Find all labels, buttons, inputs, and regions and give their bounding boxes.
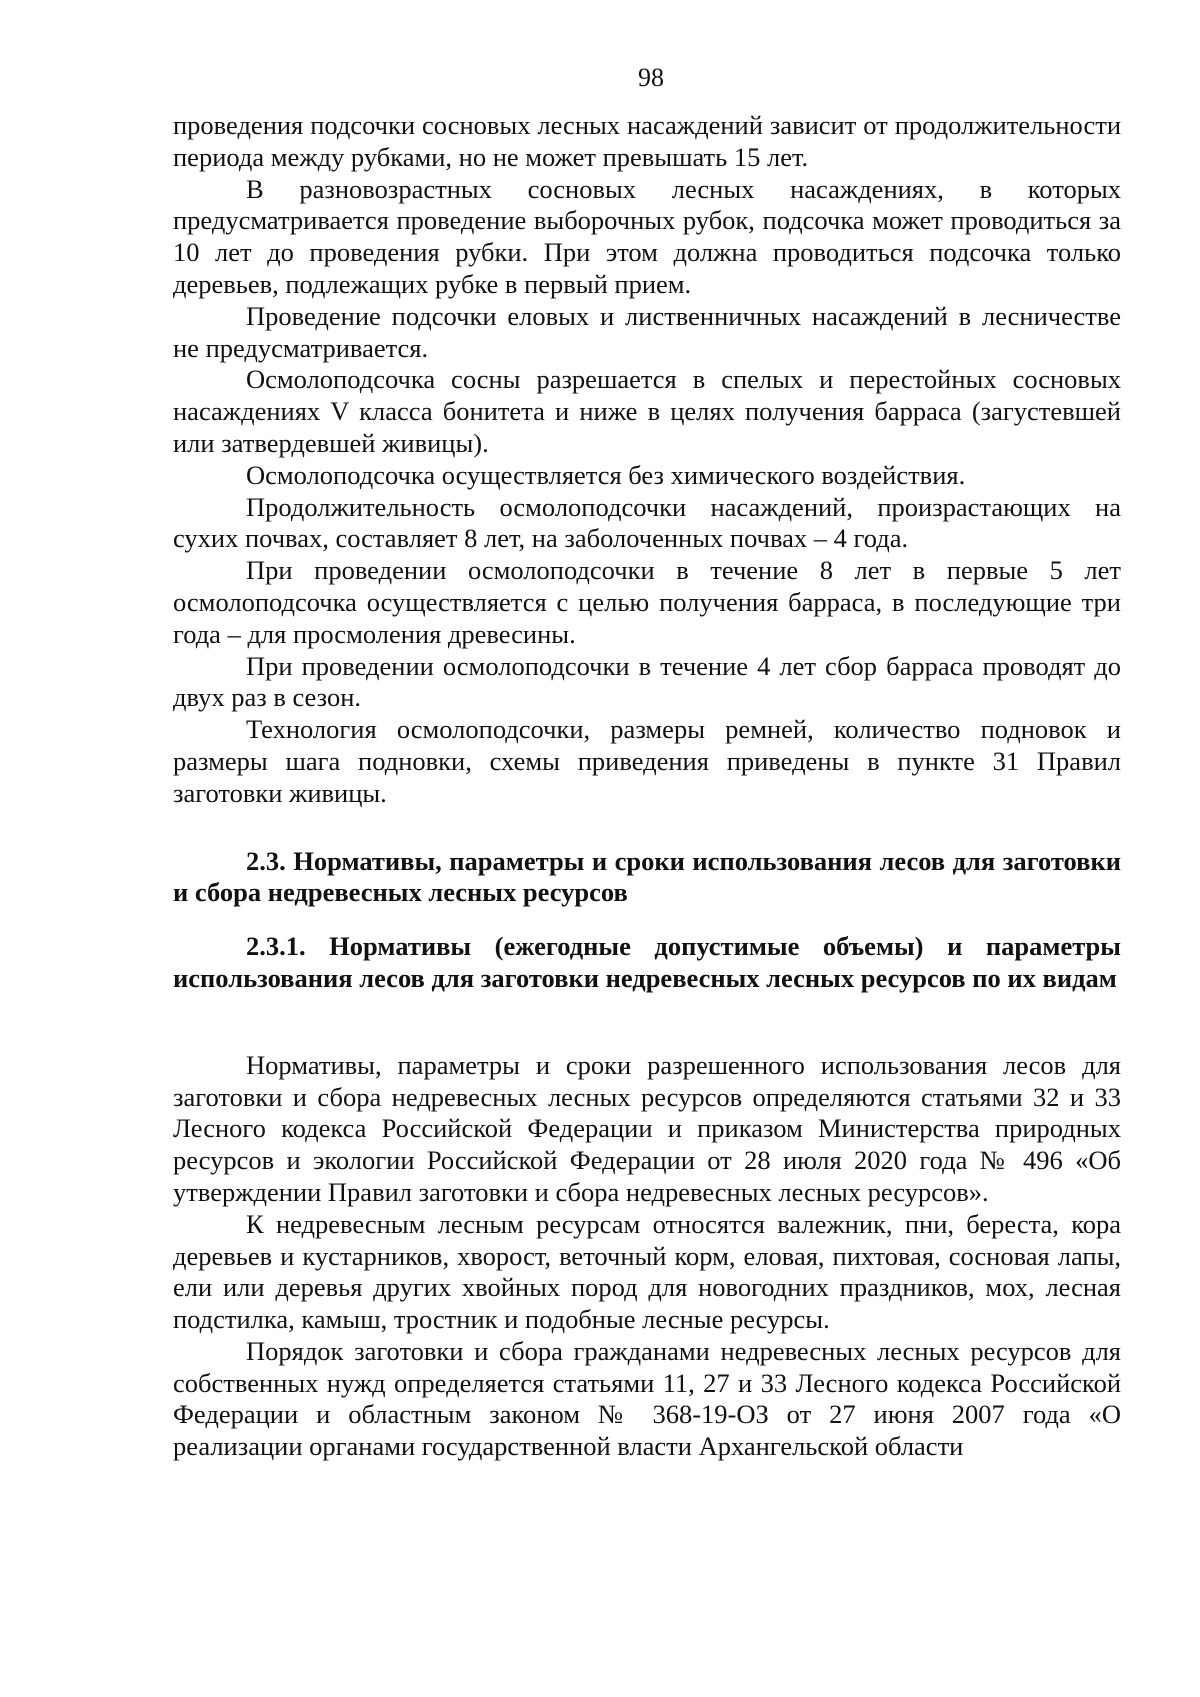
paragraph: Порядок заготовки и сбора гражданами недревесных лесных ресурсов для собственных нужд определяется статьями 11, 27 и 33 Лесного кодекса Российской Федерации и областным законом № 368-19-ОЗ от 27 июня 2007 года «О реализации органами государственной власти Архангельской области	[173, 1335, 1121, 1462]
paragraph: К недревесным лесным ресурсам относятся валежник, пни, береста, кора деревьев и кустарников, хворост, веточный корм, еловая, пихтовая, сосновая лапы, ели или деревья других хвойных пород для новогодних праздников, мох, лесная подстилка, камыш, тростник и подобные лесные ресурсы.	[173, 1208, 1121, 1335]
paragraph-continuation: проведения подсочки сосновых лесных насаждений зависит от продолжительности периода между рубками, но не может превышать 15 лет.	[173, 110, 1121, 172]
page-number: 98	[638, 63, 664, 92]
section-heading-2-3-1: 2.3.1. Нормативы (ежегодные допустимые объемы) и параметры использования лесов для заготовки недревесных лесных ресурсов по их видам	[173, 931, 1121, 993]
paragraph: При проведении осмолоподсочки в течение 4 лет сбор барраса проводят до двух раз в сезон.	[173, 650, 1121, 713]
paragraph: Проведение подсочки еловых и лиственничных насаждений в лесничестве не предусматривается.	[173, 300, 1121, 363]
paragraph: Осмолоподсочка осуществляется без химического воздействия.	[246, 459, 966, 490]
section-heading-2-3: 2.3. Нормативы, параметры и сроки использования лесов для заготовки и сбора недревесных лесных ресурсов	[173, 845, 1121, 908]
document-page	[173, 62, 1121, 1463]
paragraph: Нормативы, параметры и сроки разрешенного использования лесов для заготовки и сбора недревесных лесных ресурсов определяются статьями 32 и 33 Лесного кодекса Российской Федерации и приказом Министерства природных ресурсов и экологии Российской Федерации от 28 июля 2020 года № 496 «Об утверждении Правил заготовки и сбора недревесных лесных ресурсов».	[173, 1049, 1121, 1207]
paragraph: Технология осмолоподсочки, размеры ремней, количество подновок и размеры шага подновки, схемы приведения приведены в пункте 31 Правил заготовки живицы.	[173, 714, 1121, 808]
paragraph: В разновозрастных сосновых лесных насаждениях, в которых предусматривается проведение выборочных рубок, подсочка может проводиться за 10 лет до проведения рубки. При этом должна проводиться подсочка только деревьев, подлежащих рубке в первый прием.	[173, 173, 1121, 299]
paragraph: Осмолоподсочка сосны разрешается в спелых и перестойных сосновых насаждениях V класса бонитета и ниже в целях получения барраса (загустевшей или затвердевшей живицы).	[173, 364, 1121, 458]
paragraph: При проведении осмолоподсочки в течение 8 лет в первые 5 лет осмолоподсочка осуществляется с целью получения барраса, в последующие три года – для просмоления древесины.	[173, 555, 1121, 649]
paragraph: Продолжительность осмолоподсочки насаждений, произрастающих на сухих почвах, составляет 8 лет, на заболоченных почвах – 4 года.	[173, 491, 1121, 554]
